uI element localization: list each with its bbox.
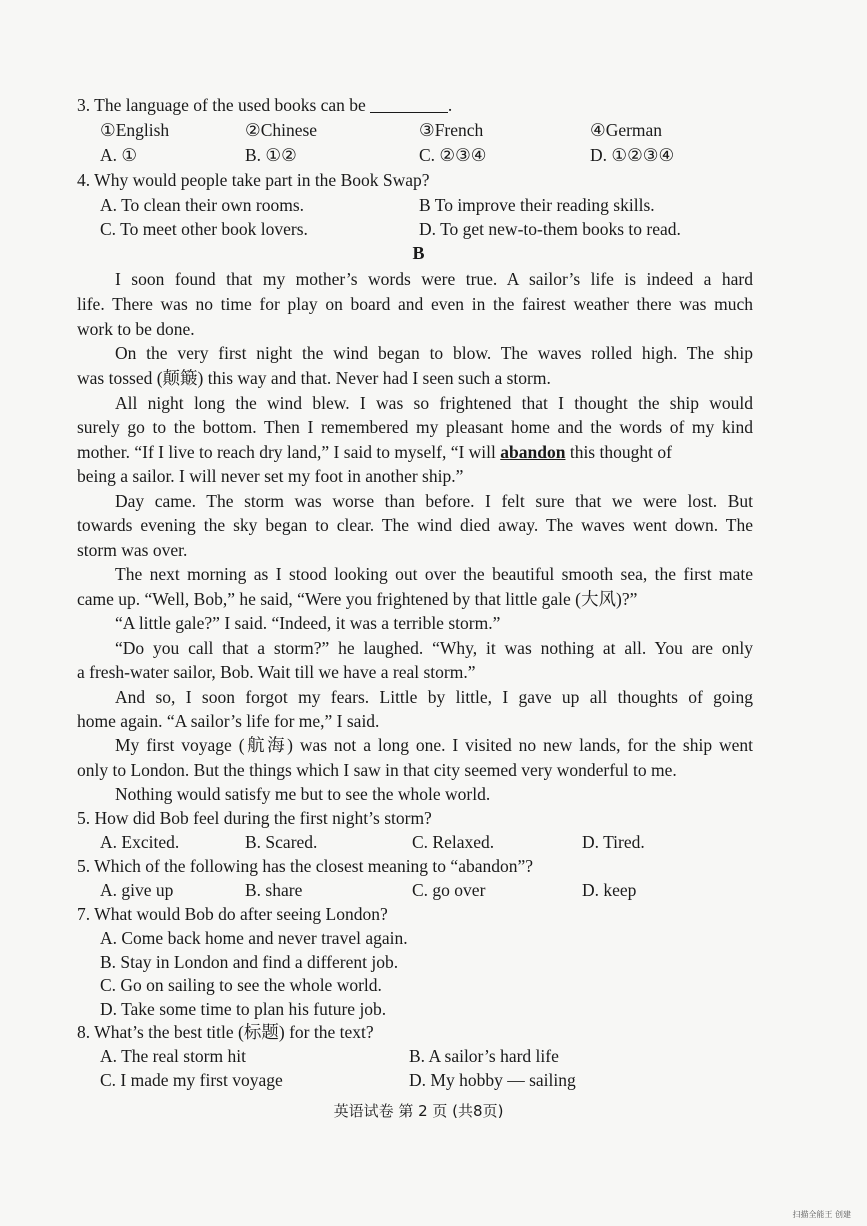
q4-option-b: B To improve their reading skills. bbox=[419, 195, 655, 215]
q3-item-1: ①English bbox=[100, 120, 170, 140]
passage-line: only to London. But the things which I saw in that city seemed very wonderful to me. bbox=[77, 760, 677, 780]
passage-line: On the very first night the wind began to blow. The waves rolled high. The ship bbox=[115, 343, 753, 363]
q7-option-c: C. Go on sailing to see the whole world. bbox=[100, 975, 382, 995]
question-3-text: 3. The language of the used books can be bbox=[77, 95, 366, 115]
q8-option-b: B. A sailor’s hard life bbox=[409, 1046, 559, 1066]
question-3-stem bbox=[77, 93, 452, 117]
passage-line: towards evening the sky began to clear. The wind died away. The waves went down. The bbox=[77, 515, 753, 535]
passage-line: My first voyage (航海) was not a long one. I visited no new lands, for the ship went bbox=[115, 735, 753, 755]
q3-item-2: ②Chinese bbox=[245, 120, 318, 140]
q4-option-a: A. To clean their own rooms. bbox=[100, 195, 305, 215]
question-5-stem: 5. How did Bob feel during the first night’s storm? bbox=[77, 808, 432, 828]
question-3-period: . bbox=[447, 95, 453, 115]
q6-option-b: B. share bbox=[245, 880, 303, 900]
passage-line: was tossed (颠簸) this way and that. Never had I seen such a storm. bbox=[77, 368, 551, 388]
passage-line: surely go to the bottom. Then I remembered my pleasant home and the words of my kind bbox=[77, 417, 753, 437]
q5-option-b: B. Scared. bbox=[245, 832, 318, 852]
question-4-stem: 4. Why would people take part in the Book Swap? bbox=[77, 170, 430, 190]
q8-option-c: C. I made my first voyage bbox=[100, 1070, 283, 1090]
q3-option-c: C. ②③④ bbox=[419, 145, 487, 165]
passage-line: being a sailor. I will never set my foot in another ship.” bbox=[77, 466, 464, 486]
section-b-title: B bbox=[412, 243, 425, 263]
q4-option-d: D. To get new-to-them books to read. bbox=[419, 219, 681, 239]
passage-line: The next morning as I stood looking out over the beautiful smooth sea, the first mate bbox=[115, 564, 753, 584]
passage-line: And so, I soon forgot my fears. Little by little, I gave up all thoughts of going bbox=[115, 687, 753, 707]
q3-option-b: B. ①② bbox=[245, 145, 297, 165]
question-6-stem: 5. Which of the following has the closest meaning to “abandon”? bbox=[77, 856, 534, 876]
q6-option-c: C. go over bbox=[412, 880, 486, 900]
passage-line: All night long the wind blew. I was so frightened that I thought the ship would bbox=[115, 393, 753, 413]
q5-option-c: C. Relaxed. bbox=[412, 832, 495, 852]
scanner-watermark: 扫描全能王 创建 bbox=[792, 1210, 851, 1219]
passage-line: Day came. The storm was worse than before. I felt sure that we were lost. But bbox=[115, 491, 753, 511]
passage-line: a fresh-water sailor, Bob. Wait till we have a real storm.” bbox=[77, 662, 476, 682]
q8-option-a: A. The real storm hit bbox=[100, 1046, 246, 1066]
passage-line: “A little gale?” I said. “Indeed, it was a terrible storm.” bbox=[115, 613, 501, 633]
passage-text: this thought of bbox=[569, 442, 672, 462]
passage-line: “Do you call that a storm?” he laughed. “Why, it was nothing at all. You are only bbox=[115, 638, 753, 658]
q7-option-a: A. Come back home and never travel again. bbox=[100, 928, 408, 948]
passage-line: home again. “A sailor’s life for me,” I said. bbox=[77, 711, 380, 731]
q3-item-3: ③French bbox=[419, 120, 484, 140]
q7-option-d: D. Take some time to plan his future job. bbox=[100, 999, 387, 1019]
q6-option-d: D. keep bbox=[582, 880, 637, 900]
q7-option-b: B. Stay in London and find a different job. bbox=[100, 952, 399, 972]
question-8-stem: 8. What’s the best title (标题) for the text? bbox=[77, 1022, 374, 1042]
page-footer: 英语试卷 第 2 页 (共8页) bbox=[333, 1102, 504, 1120]
passage-text: mother. “If I live to reach dry land,” I said to myself, “I will bbox=[77, 442, 496, 462]
q3-item-4: ④German bbox=[590, 120, 663, 140]
passage-line: storm was over. bbox=[77, 540, 188, 560]
q4-option-c: C. To meet other book lovers. bbox=[100, 219, 308, 239]
passage-line: life. There was no time for play on board and even in the fairest weather there was much bbox=[77, 294, 753, 314]
q6-option-a: A. give up bbox=[100, 880, 174, 900]
passage-line: came up. “Well, Bob,” he said, “Were you frightened by that little gale (大风)?” bbox=[77, 589, 638, 609]
q5-option-a: A. Excited. bbox=[100, 832, 180, 852]
keyword-abandon: abandon bbox=[500, 442, 566, 462]
question-7-stem: 7. What would Bob do after seeing London? bbox=[77, 904, 388, 924]
q5-option-d: D. Tired. bbox=[582, 832, 645, 852]
q3-option-a: A. ① bbox=[100, 145, 138, 165]
passage-line: work to be done. bbox=[77, 319, 195, 339]
q3-option-d: D. ①②③④ bbox=[590, 145, 675, 165]
answer-blank bbox=[370, 96, 448, 113]
q8-option-d: D. My hobby — sailing bbox=[409, 1070, 576, 1090]
passage-line: I soon found that my mother’s words were true. A sailor’s life is indeed a hard bbox=[115, 269, 753, 289]
passage-line-abandon bbox=[77, 440, 672, 464]
passage-line: Nothing would satisfy me but to see the whole world. bbox=[115, 784, 491, 804]
